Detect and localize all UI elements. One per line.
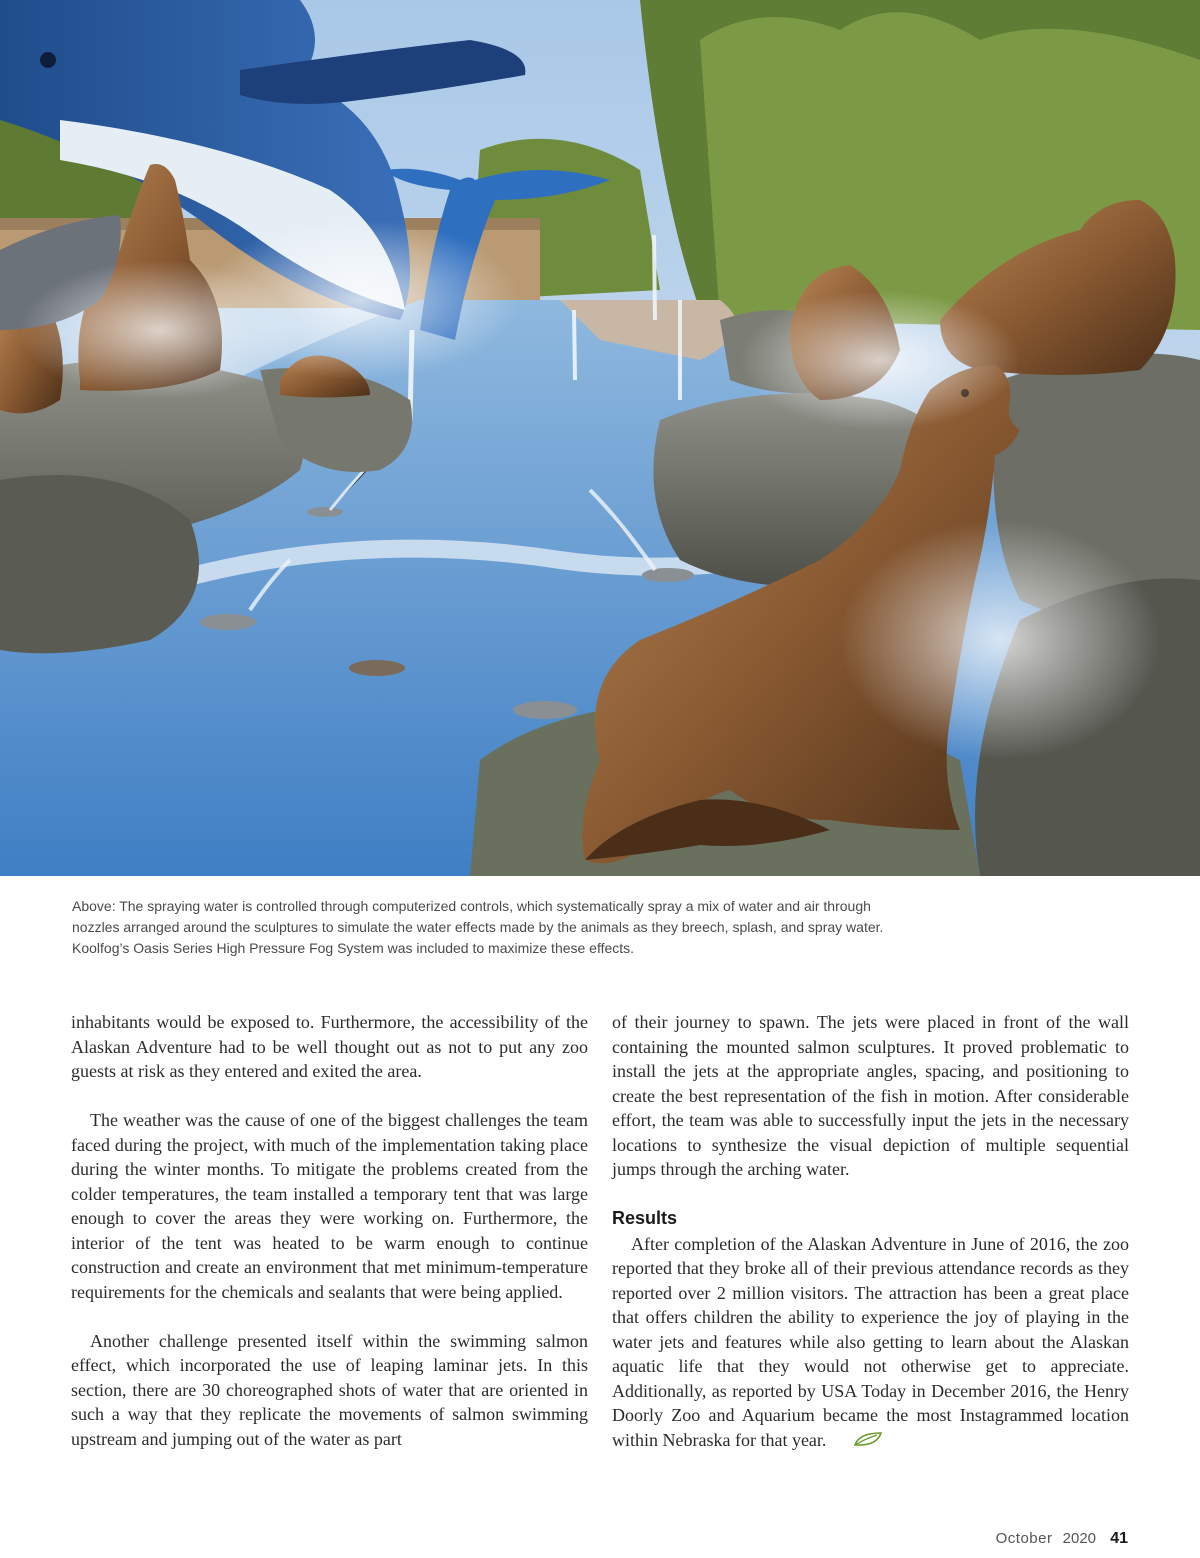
- left-paragraph-1: inhabitants would be exposed to. Furthermore, the accessibility of the Alaskan Adventure had to be well thought out as not to put any zoo guests at risk as they entered and exited the area.: [71, 1012, 588, 1081]
- right-column: [612, 1010, 1129, 1454]
- footer-month: October: [995, 1530, 1053, 1547]
- footer-year: 2020: [1062, 1530, 1097, 1547]
- right-paragraph-1: of their journey to spawn. The jets were placed in front of the wall containing the mounted salmon sculptures. It proved problematic to install the jets at the appropriate angles, spacing, and positioning to create the best representation of the fish in motion. After considerable effort, the team was able to successfully input the jets in the necessary locations to synthesize the visual depiction of multiple sequential jumps through the arching water.: [612, 1012, 1129, 1179]
- page-footer: [996, 1530, 1128, 1548]
- results-heading: Results: [612, 1207, 678, 1228]
- page-number: 41: [1110, 1530, 1128, 1547]
- right-paragraph-2-text: After completion of the Alaskan Adventure in June of 2016, the zoo reported that they broke all of their previous attendance records as they reported over 2 million visitors. The attraction has been a great place that offers children the ability to experience the joy of playing in the water jets and features while also getting to learn about the Alaskan aquatic life that they would not otherwise get to appreciate. Additionally, as reported by USA Today in December 2016, the Henry Doorly Zoo and Aquarium became the most Instagrammed location within Nebraska for that year.: [612, 1233, 1129, 1450]
- right-paragraph-2: [612, 1232, 1129, 1454]
- left-paragraph-2: The weather was the cause of one of the biggest challenges the team faced during the project, with much of the implementation taking place during the winter months. To mitigate the problems created from the colder temperatures, the team installed a temporary tent that was large enough to cover the areas they were working on. Furthermore, the interior of the tent was heated to be warm enough to continue construction and create an environment that met minimum-temperature requirements for the chemicals and sealants that were being applied.: [71, 1110, 588, 1302]
- left-paragraph-3: Another challenge presented itself within the swimming salmon effect, which incorporated the use of leaping laminar jets. In this section, there are 30 choreographed shots of water that are oriented in such a way that they replicate the movements of salmon swimming upstream and jumping out of the water as part: [71, 1330, 588, 1449]
- photo-caption: Above: The spraying water is controlled through computerized controls, which systematically spray a mix of water and air through nozzles arranged around the sculptures to simulate the water effects made by the animals as they breech, splash, and spray water. Koolfog’s Oasis Series High Pressure Fog System was included to maximize these effects.: [72, 898, 884, 956]
- leaf-icon: [834, 1429, 883, 1454]
- left-column: [71, 1010, 588, 1451]
